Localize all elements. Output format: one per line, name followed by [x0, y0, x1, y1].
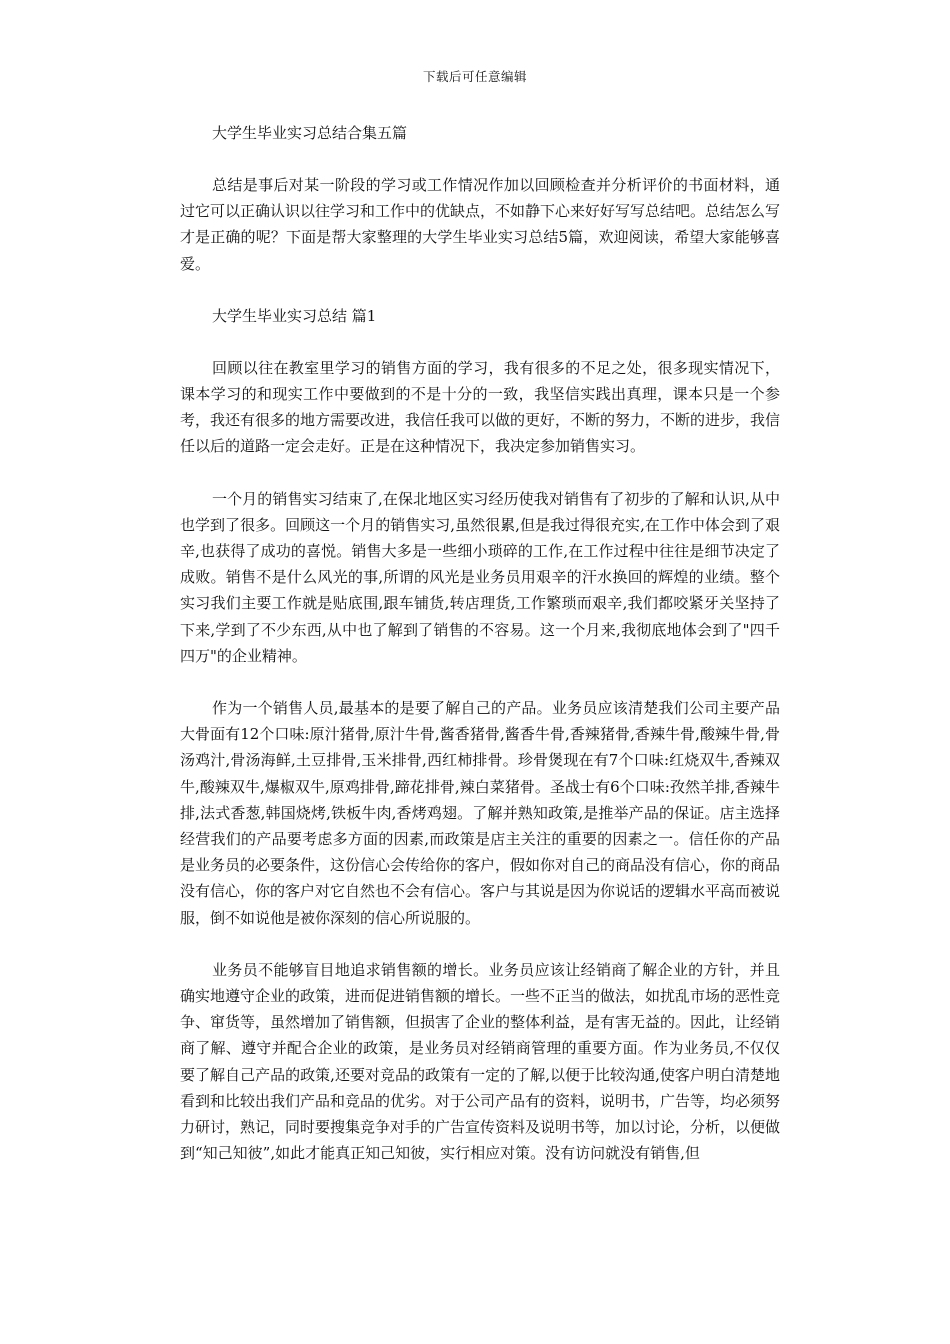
- intro-paragraph: 总结是事后对某一阶段的学习或工作情况作加以回顾检查并分析评价的书面材料，通过它可以正确认识以往学习和工作中的优缺点，不如静下心来好好写写总结吧。总结怎么写才是正确的呢？下面是帮大家整理的大学生毕业实习总结5篇，欢迎阅读，希望大家能够喜爱。: [180, 176, 781, 273]
- body-paragraph-2: 一个月的销售实习结束了,在保北地区实习经历使我对销售有了初步的了解和认识,从中也学到了很多。回顾这一个月的销售实习,虽然很累,但是我过得很充实,在工作中体会到了艰辛,也获得了成功的喜悦。销售大多是一些细小琐碎的工作,在工作过程中往往是细节决定了成败。销售不是什么风光的事,所谓的风光是业务员用艰辛的汗水换回的辉煌的业绩。整个实习我们主要工作就是贴底围,跟车铺货,转店理货,工作繁琐而艰辛,我们都咬紧牙关坚持了下来,学到了不少东西,从中也了解到了销售的不容易。这一个月来,我彻底地体会到了"四千四万"的企业精神。: [180, 489, 780, 665]
- document-title: 大学生毕业实习总结合集五篇: [212, 124, 408, 142]
- body-paragraph-3: 作为一个销售人员,最基本的是要了解自己的产品。业务员应该清楚我们公司主要产品大骨面有12个口味:原汁猪骨,原汁牛骨,酱香猪骨,酱香牛骨,香辣猪骨,香辣牛骨,酸辣牛骨,骨汤鸡汁,骨汤海鲜,土豆排骨,玉米排骨,西红柿排骨。珍骨煲现在有7个口味:红烧双牛,香辣双牛,酸辣双牛,爆椒双牛,原鸡排骨,蹄花排骨,辣白菜猪骨。圣战士有6个口味:孜然羊排,香辣牛排,法式香葱,韩国烧烤,铁板牛肉,香烤鸡翅。了解并熟知政策,是推举产品的保证。店主选择经营我们的产品要考虑多方面的因素,而政策是店主关注的重要的因素之一。信任你的产品是业务员的必要条件，这份信心会传给你的客户，假如你对自己的商品没有信心，你的商品没有信心，你的客户对它自然也不会有信心。客户与其说是因为你说话的逻辑水平高而被说服，倒不如说他是被你深刻的信心所说服的。: [180, 699, 781, 927]
- page-header-note: 下载后可任意编辑: [422, 69, 527, 84]
- body-paragraph-4: 业务员不能够盲目地追求销售额的增长。业务员应该让经销商了解企业的方针，并且确实地遵守企业的政策，进而促进销售额的增长。一些不正当的做法，如扰乱市场的恶性竞争、窜货等，虽然增加了销售额，但损害了企业的整体利益，是有害无益的。因此，让经销商了解、遵守并配合企业的政策，是业务员对经销商管理的重要方面。作为业务员,不仅仅要了解自己产品的政策,还要对竞品的政策有一定的了解,以便于比较沟通,使客户明白清楚地看到和比较出我们产品和竞品的优劣。对于公司产品有的资料，说明书，广告等，均必须努力研讨，熟记，同时要搜集竞争对手的广告宣传资料及说明书等，加以讨论，分析，以便做到“知己知彼”,如此才能真正知己知彼，实行相应对策。没有访问就没有销售,但: [180, 960, 781, 1163]
- body-paragraph-1: 回顾以往在教室里学习的销售方面的学习，我有很多的不足之处，很多现实情况下，课本学习的和现实工作中要做到的不是十分的一致，我坚信实践出真理，课本只是一个参考，我还有很多的地方需要改进，我信任我可以做的更好，不断的努力，不断的进步，我信任以后的道路一定会走好。正是在这种情况下，我决定参加销售实习。: [180, 358, 781, 456]
- document-body: [180, 120, 780, 1193]
- section-title: 大学生毕业实习总结 篇1: [212, 306, 377, 325]
